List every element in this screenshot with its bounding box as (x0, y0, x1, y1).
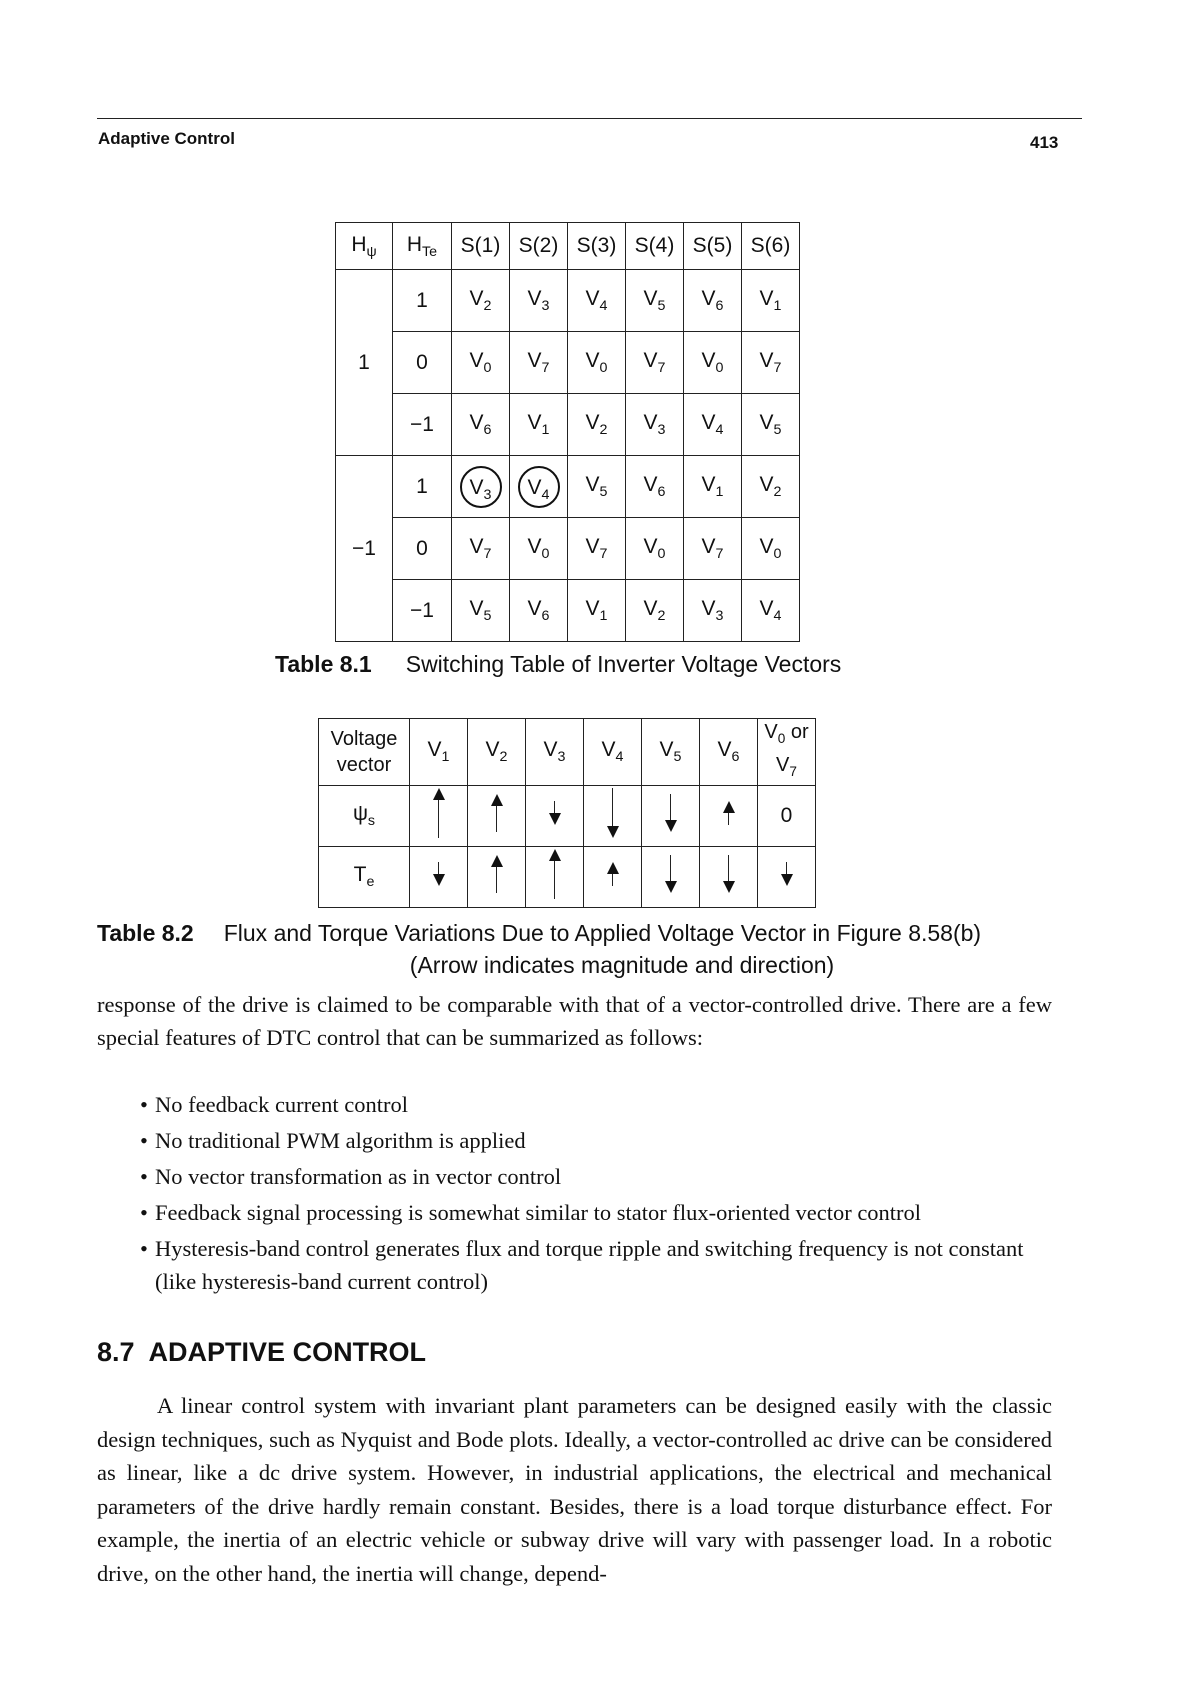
header-voltage-vector (319, 719, 410, 786)
voltage-vector: $V_2$ (759, 473, 782, 500)
voltage-vector: $V_1$ (701, 473, 724, 500)
header-row (319, 719, 816, 786)
voltage-vector: $V_6$ (469, 411, 492, 438)
variation-cell (526, 846, 584, 907)
voltage-vector: $V_0$ (701, 349, 724, 376)
arrow-up-icon (607, 862, 619, 886)
vector-cell (510, 580, 568, 642)
variation-cell (526, 785, 584, 846)
table-row (336, 332, 800, 394)
h-psi-value: 1 (336, 270, 393, 456)
voltage-vector: $V_7$ (527, 349, 550, 376)
voltage-vector: $V_7$ (759, 349, 782, 376)
variation-cell (584, 785, 642, 846)
voltage-vector: $V_7$ (585, 535, 608, 562)
arrow-down-icon (549, 801, 561, 825)
h-te-value: 0 (393, 332, 452, 394)
arrow-down-icon (665, 794, 677, 832)
h-psi-label: $H_\psi$ (351, 232, 377, 260)
header-vector (700, 719, 758, 786)
voltage-vector: $V_4$ (601, 738, 624, 766)
voltage-vector: $V_4$ (701, 411, 724, 438)
header-sector: S(3) (568, 223, 626, 270)
vector-cell (742, 394, 800, 456)
list-item: • No vector transformation as in vector control (140, 1160, 1052, 1193)
variation-cell (700, 846, 758, 907)
voltage-vector: $V_1$ (759, 287, 782, 314)
variation-cell (642, 846, 700, 907)
header-vector (584, 719, 642, 786)
arrow-up-icon (491, 794, 503, 832)
voltage-vector: $V_2$ (643, 597, 666, 624)
running-head: Adaptive Control (98, 129, 235, 148)
table-row (336, 580, 800, 642)
circled-vector (518, 466, 560, 508)
header-sector: S(5) (684, 223, 742, 270)
variation-cell (758, 846, 816, 907)
zero-value: 0 (780, 803, 793, 827)
voltage-vector: $V_5$ (759, 411, 782, 438)
vector-cell (452, 580, 510, 642)
table-row (319, 846, 816, 907)
vector-cell (510, 270, 568, 332)
voltage-vector: $V_4$ (585, 287, 608, 314)
feature-list (140, 1088, 1052, 1301)
vector-cell (742, 456, 800, 518)
h-te-value: 1 (393, 456, 452, 518)
header-vector (410, 719, 468, 786)
voltage-vector: $V_6$ (643, 473, 666, 500)
vector-cell (568, 580, 626, 642)
arrow-down-icon (723, 855, 735, 893)
vector-cell (568, 270, 626, 332)
vector-cell (626, 332, 684, 394)
arrow-up-icon (491, 855, 503, 893)
arrow-down-icon (665, 855, 677, 893)
caption-text: Flux and Torque Variations Due to Applied Voltage Vector in Figure 8.58(b) (223, 920, 982, 946)
vector-cell (742, 332, 800, 394)
vector-cell (626, 518, 684, 580)
vector-cell (452, 270, 510, 332)
voltage-vector: $V_7$ (776, 753, 797, 779)
voltage-vector: $V_3$ (527, 287, 550, 314)
list-item: • Feedback signal processing is somewhat similar to stator flux-oriented vector control (140, 1196, 1052, 1229)
vector-cell (452, 394, 510, 456)
voltage-vector: $V_7$ (701, 535, 724, 562)
variation-cell (584, 846, 642, 907)
row-label (319, 785, 410, 846)
voltage-vector: $V_5$ (643, 287, 666, 314)
header-vector (468, 719, 526, 786)
page-number: 413 (1030, 133, 1059, 152)
table-row (336, 394, 800, 456)
header-sector: S(2) (510, 223, 568, 270)
header-h-te (393, 223, 452, 270)
circled-vector (460, 466, 502, 508)
vector-cell (626, 270, 684, 332)
voltage-vector: $V_2$ (485, 738, 508, 766)
voltage-vector: $V_4$ (527, 475, 550, 503)
header-h-psi (336, 223, 393, 270)
arrow-down-icon (781, 862, 793, 886)
list-item: • Hysteresis-band control generates flux and torque ripple and switching frequency is not constant (like hysteresis-band current control) (140, 1232, 1052, 1298)
voltage-vector: $V_0$ (469, 349, 492, 376)
vector-cell (626, 394, 684, 456)
row-label (319, 846, 410, 907)
vector-cell (568, 332, 626, 394)
variation-cell (468, 846, 526, 907)
vector-cell (568, 518, 626, 580)
h-te-value: −1 (393, 394, 452, 456)
voltage-vector: $V_3$ (701, 597, 724, 624)
caption-label: Table 8.2 (97, 920, 194, 946)
voltage-vector: $V_1$ (527, 411, 550, 438)
switching-table (335, 222, 800, 642)
section-number: 8.7 (97, 1337, 135, 1367)
voltage-vector: $V_7$ (469, 535, 492, 562)
variation-cell (642, 785, 700, 846)
voltage-vector: $V_3$ (543, 738, 566, 766)
variation-cell (758, 785, 816, 846)
vector-cell (568, 456, 626, 518)
vector-cell (510, 332, 568, 394)
vector-cell (452, 332, 510, 394)
variation-cell (468, 785, 526, 846)
voltage-vector: $V_5$ (469, 597, 492, 624)
vector-cell (626, 580, 684, 642)
table-row (319, 785, 816, 846)
h-te-value: −1 (393, 580, 452, 642)
vector-cell (684, 394, 742, 456)
header-vector (642, 719, 700, 786)
vector-cell (452, 456, 510, 518)
h-te-value: 1 (393, 270, 452, 332)
voltage-vector: $V_2$ (585, 411, 608, 438)
section-heading (97, 1337, 426, 1368)
table-row (336, 456, 800, 518)
voltage-vector: $V_2$ (469, 287, 492, 314)
vector-cell (510, 456, 568, 518)
vector-cell (742, 580, 800, 642)
voltage-vector: $V_0$ (759, 535, 782, 562)
vector-cell (510, 394, 568, 456)
quantity-label: $\psi_s$ (352, 802, 376, 829)
header-line: vector (336, 753, 392, 776)
voltage-vector: $V_0$ (643, 535, 666, 562)
table-row (336, 518, 800, 580)
list-item: • No feedback current control (140, 1088, 1052, 1121)
vector-cell (742, 270, 800, 332)
voltage-vector: $V_4$ (759, 597, 782, 624)
section-title: ADAPTIVE CONTROL (148, 1337, 427, 1367)
header-row (336, 223, 800, 270)
h-te-label: $H_{Te}$ (406, 232, 438, 260)
arrow-down-icon (433, 862, 445, 886)
variation-cell (410, 846, 468, 907)
vector-cell (568, 394, 626, 456)
voltage-vector: $V_5$ (659, 738, 682, 766)
header-vector: $V_0$ or $V_7$ (758, 719, 816, 786)
caption-note: (Arrow indicates magnitude and direction) (409, 952, 835, 978)
vector-cell (626, 456, 684, 518)
voltage-vector: $V_0$ (527, 535, 550, 562)
arrow-up-icon (549, 849, 561, 899)
header-sector: S(6) (742, 223, 800, 270)
voltage-vector: $V_5$ (585, 473, 608, 500)
vector-cell (452, 518, 510, 580)
header-vector (526, 719, 584, 786)
voltage-vector: $V_3$ (643, 411, 666, 438)
list-item: • No traditional PWM algorithm is applied (140, 1124, 1052, 1157)
vector-cell (684, 580, 742, 642)
voltage-vector: $V_6$ (701, 287, 724, 314)
quantity-label: $T_e$ (353, 863, 375, 890)
caption-label: Table 8.1 (275, 651, 372, 677)
arrow-up-icon (433, 788, 445, 838)
header-rule (97, 118, 1082, 119)
voltage-vector: $V_6$ (527, 597, 550, 624)
vector-cell (684, 270, 742, 332)
voltage-vector: $V_3$ (469, 475, 492, 503)
arrow-up-icon (723, 801, 735, 825)
table-row (336, 270, 800, 332)
header-sector: S(4) (626, 223, 684, 270)
vector-cell (742, 518, 800, 580)
caption-text: Switching Table of Inverter Voltage Vectors (405, 651, 842, 677)
body-paragraph: response of the drive is claimed to be comparable with that of a vector-controlled drive. There are a few special features of DTC control that can be summarized as follows: (97, 992, 1052, 1050)
voltage-vector: $V_0$ (585, 349, 608, 376)
h-psi-value: −1 (336, 456, 393, 642)
voltage-vector: $V_6$ (717, 738, 740, 766)
table-8-1-caption (275, 651, 841, 678)
header-sector: S(1) (452, 223, 510, 270)
flux-torque-variation-table (318, 718, 816, 908)
table-8-2-caption (97, 917, 1087, 981)
voltage-vector: $V_7$ (643, 349, 666, 376)
variation-cell (700, 785, 758, 846)
voltage-vector: $V_0$ (764, 721, 786, 746)
voltage-vector: $V_1$ (585, 597, 608, 624)
h-te-value: 0 (393, 518, 452, 580)
arrow-down-icon (607, 788, 619, 838)
body-paragraph: A linear control system with invariant plant parameters can be designed easily with the classic design techniques, such as Nyquist and Bode plots. Ideally, a vector-controlled ac drive can be considered as linear, like a dc drive system. However, in industrial applications, the electrical and mechanical parameters of the drive hardly remain constant. Besides, there is a load torque disturbance effect. For example, the inertia of an electric vehicle or subway drive will vary with passenger load. In a robotic drive, on the other hand, the inertia will change, depend- (97, 1393, 1052, 1586)
vector-cell (684, 332, 742, 394)
voltage-vector: $V_1$ (427, 738, 450, 766)
variation-cell (410, 785, 468, 846)
vector-cell (684, 456, 742, 518)
vector-cell (684, 518, 742, 580)
vector-cell (510, 518, 568, 580)
header-line: Voltage (330, 727, 398, 750)
